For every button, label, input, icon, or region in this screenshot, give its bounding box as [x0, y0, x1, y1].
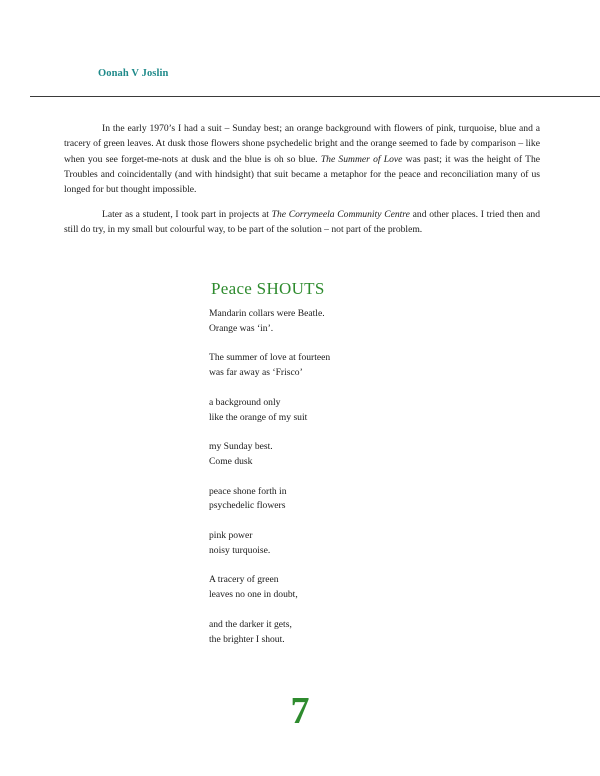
- header-divider: [30, 96, 600, 97]
- poem-stanza: [209, 485, 330, 515]
- poem-line: Mandarin collars were Beatle.: [209, 308, 325, 319]
- poem-stanza: [209, 396, 330, 426]
- intro-paragraph-1: [64, 121, 540, 197]
- paragraph-2-italic-place: The Corrymeela Community Centre: [271, 209, 410, 220]
- poem-line: Orange was ‘in’.: [209, 322, 274, 334]
- poem-line: The summer of love at fourteen: [209, 352, 331, 364]
- poem-line: pink power: [209, 529, 253, 541]
- poem-line: a background only: [209, 396, 281, 408]
- poem-line: the brighter I shout.: [209, 633, 285, 645]
- poem-line: leaves no one in doubt,: [209, 589, 298, 601]
- header-author: Oonah V Joslin: [98, 68, 169, 79]
- poem-line: was far away as ‘Frisco’: [209, 367, 303, 379]
- poem-stanza: [209, 529, 330, 559]
- poem-stanza: [209, 351, 330, 381]
- paragraph-2-text-a: Later as a student, I took part in projects at: [102, 209, 272, 220]
- paragraph-1-text-a: In the early 1970’s I had a suit – Sunday best; an orange background with flowers of pink, turquoise, blue and a tracery of green leaves. At dusk those flowers shone psychedelic bright and the orange seemed to fade by comparison – like when you see forget-me-nots at dusk and the blue is oh so blue.: [64, 123, 540, 165]
- poem-line: like the orange of my suit: [209, 411, 308, 423]
- poem-line: Come dusk: [209, 455, 253, 467]
- poem-stanza: [209, 573, 330, 603]
- intro-paragraph-2: [64, 207, 540, 238]
- poem-stanza: [209, 307, 330, 337]
- paragraph-2-text-c: and other places. I tried then and still do try, in my small but colourful way, to be part of the solution – not part of the problem.: [64, 209, 540, 236]
- paragraph-1-italic-title: The Summer of Love: [320, 153, 403, 165]
- poem-line: A tracery of green: [209, 574, 279, 586]
- poem-body: [209, 307, 330, 662]
- poem-line: noisy turquoise.: [209, 544, 271, 556]
- page-number: 7: [290, 690, 310, 732]
- paragraph-1-text-c: was past; it was the height of The Troubles and coincidentally (and with hindsight) that suit became a metaphor for the peace and reconciliation many of us longed for but thought impossible.: [64, 153, 541, 196]
- poem-stanza: [209, 440, 330, 470]
- poem-stanza: [209, 618, 330, 648]
- poem-line: my Sunday best.: [209, 441, 273, 453]
- poem-title: Peace SHOUTS: [211, 279, 325, 298]
- poem-line: and the darker it gets,: [209, 618, 292, 630]
- poem-line: peace shone forth in: [209, 485, 287, 497]
- poem-line: psychedelic flowers: [209, 500, 286, 512]
